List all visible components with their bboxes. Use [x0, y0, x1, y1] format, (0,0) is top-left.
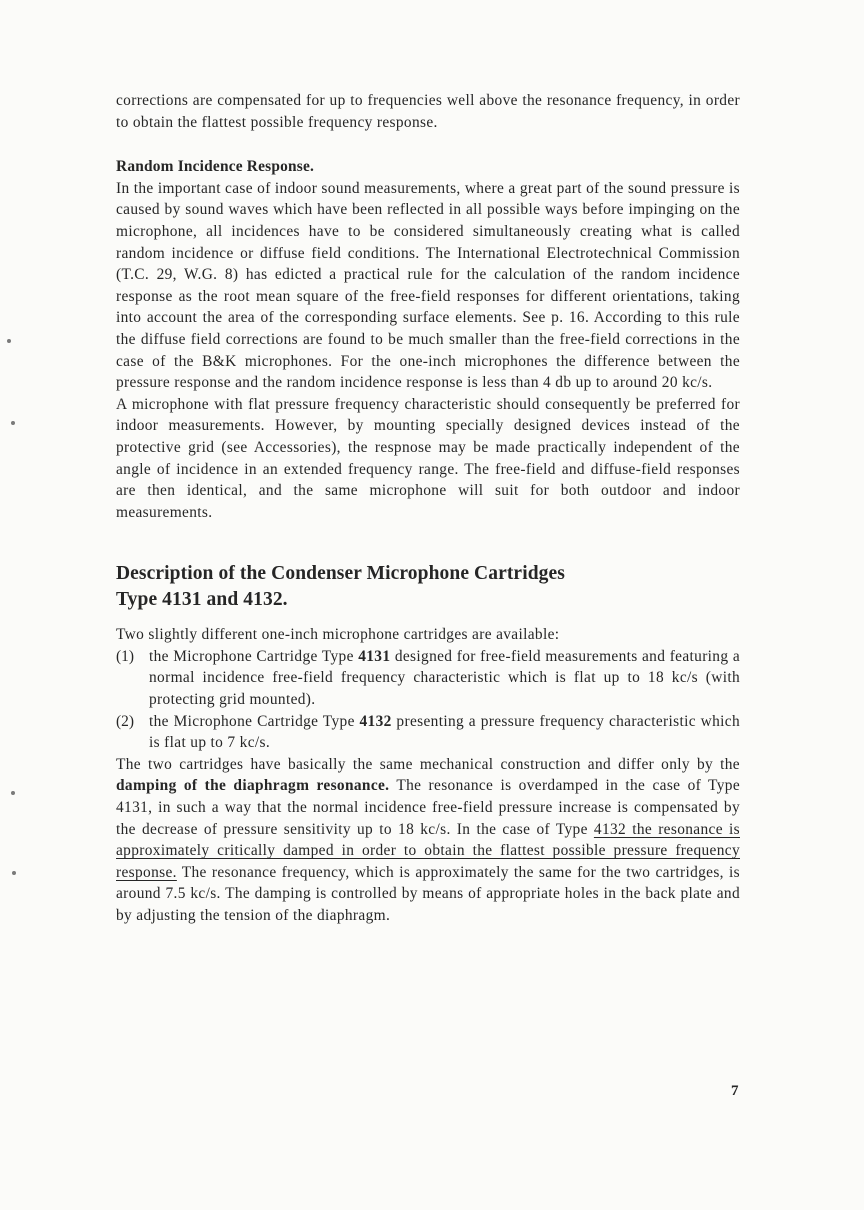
page-content	[116, 90, 740, 927]
margin-mark	[11, 791, 15, 795]
list-item-number: (1)	[116, 647, 134, 665]
list-item	[116, 646, 740, 711]
random-incidence-heading: Random Incidence Response.	[116, 158, 315, 176]
intro-paragraph: corrections are compensated for up to frequencies well above the resonance frequency, in order to obtain the flattest possible frequency response.	[116, 92, 740, 131]
list-item	[116, 711, 740, 754]
list-item-number: (2)	[116, 712, 134, 730]
emphasis-text: damping of the diaphragm resonance.	[116, 777, 390, 795]
list-item-text: the Microphone Cartridge Type 4131 designed for free-field measurements and featuring a normal incidence free-field frequency characteristic which is flat up to 18 kc/s (with protecting grid mounted).	[149, 647, 740, 709]
list-item-text: the Microphone Cartridge Type 4132 presenting a pressure frequency characteristic which is flat up to 7 kc/s.	[149, 712, 740, 752]
section-title-line-2: Type 4131 and 4132.	[116, 589, 288, 611]
random-incidence-paragraph-1: In the important case of indoor sound measurements, where a great part of the sound pressure is caused by sound waves which have been reflected in all possible ways before impinging on the microphone, all incidences have to be considered simultaneously creating what is called random incidence or diffuse field conditions. The International Electrotechnical Commission (T.C. 29, W.G. 8) has edicted a practical rule for the calculation of the random incidence response as the root mean square of the free-field responses for different orientations, taking into account the area of the corresponding surface elements. See p. 16. According to this rule the diffuse field corrections are found to be much smaller than the free-field corrections in the case of the B&K microphones. For the one-inch microphones the difference between the pressure response and the random incidence response is less than 4 db up to around 20 kc/s.	[116, 179, 740, 392]
random-incidence-paragraph-2: A microphone with flat pressure frequency characteristic should consequently be preferred for indoor measurements. However, by mounting specially designed devices instead of the protective grid (see Accessories), the respnose may be made practically independent of the angle of incidence in an extended frequency range. The free-field and diffuse-field responses are then identical, and the same microphone will suit for both outdoor and indoor measurements.	[116, 395, 740, 521]
margin-mark	[7, 339, 11, 343]
closing-paragraph: The two cartridges have basically the same mechanical construction and differ only by the damping of the diaphragm resonance. The resonance is overdamped in the case of Type 4131, in such a way that the normal incidence free-field pressure increase is compensated by the decrease of pressure sensitivity up to 18 kc/s. In the case of Type 4132 the resonance is approximately critically damped in order to obtain the flattest possible pressure frequency response. The resonance frequency, which is approximately the same for the two cartridges, is around 7.5 kc/s. The damping is controlled by means of appropriate holes in the back plate and by adjusting the tension of the diaphragm.	[116, 755, 741, 924]
type-number: 4131	[358, 647, 391, 665]
page-number: 7	[731, 1083, 739, 1099]
underlined-text: 4132 the resonance is approximately critically damped in order to obtain the flattest possible pressure frequency response.	[116, 820, 740, 881]
type-number: 4132	[359, 712, 392, 730]
section-title-line-1: Description of the Condenser Microphone Cartridges	[116, 563, 565, 585]
section-title	[116, 561, 740, 613]
margin-mark	[12, 871, 16, 875]
section-lead: Two slightly different one-inch microphone cartridges are available:	[116, 626, 560, 644]
margin-mark	[11, 421, 15, 425]
